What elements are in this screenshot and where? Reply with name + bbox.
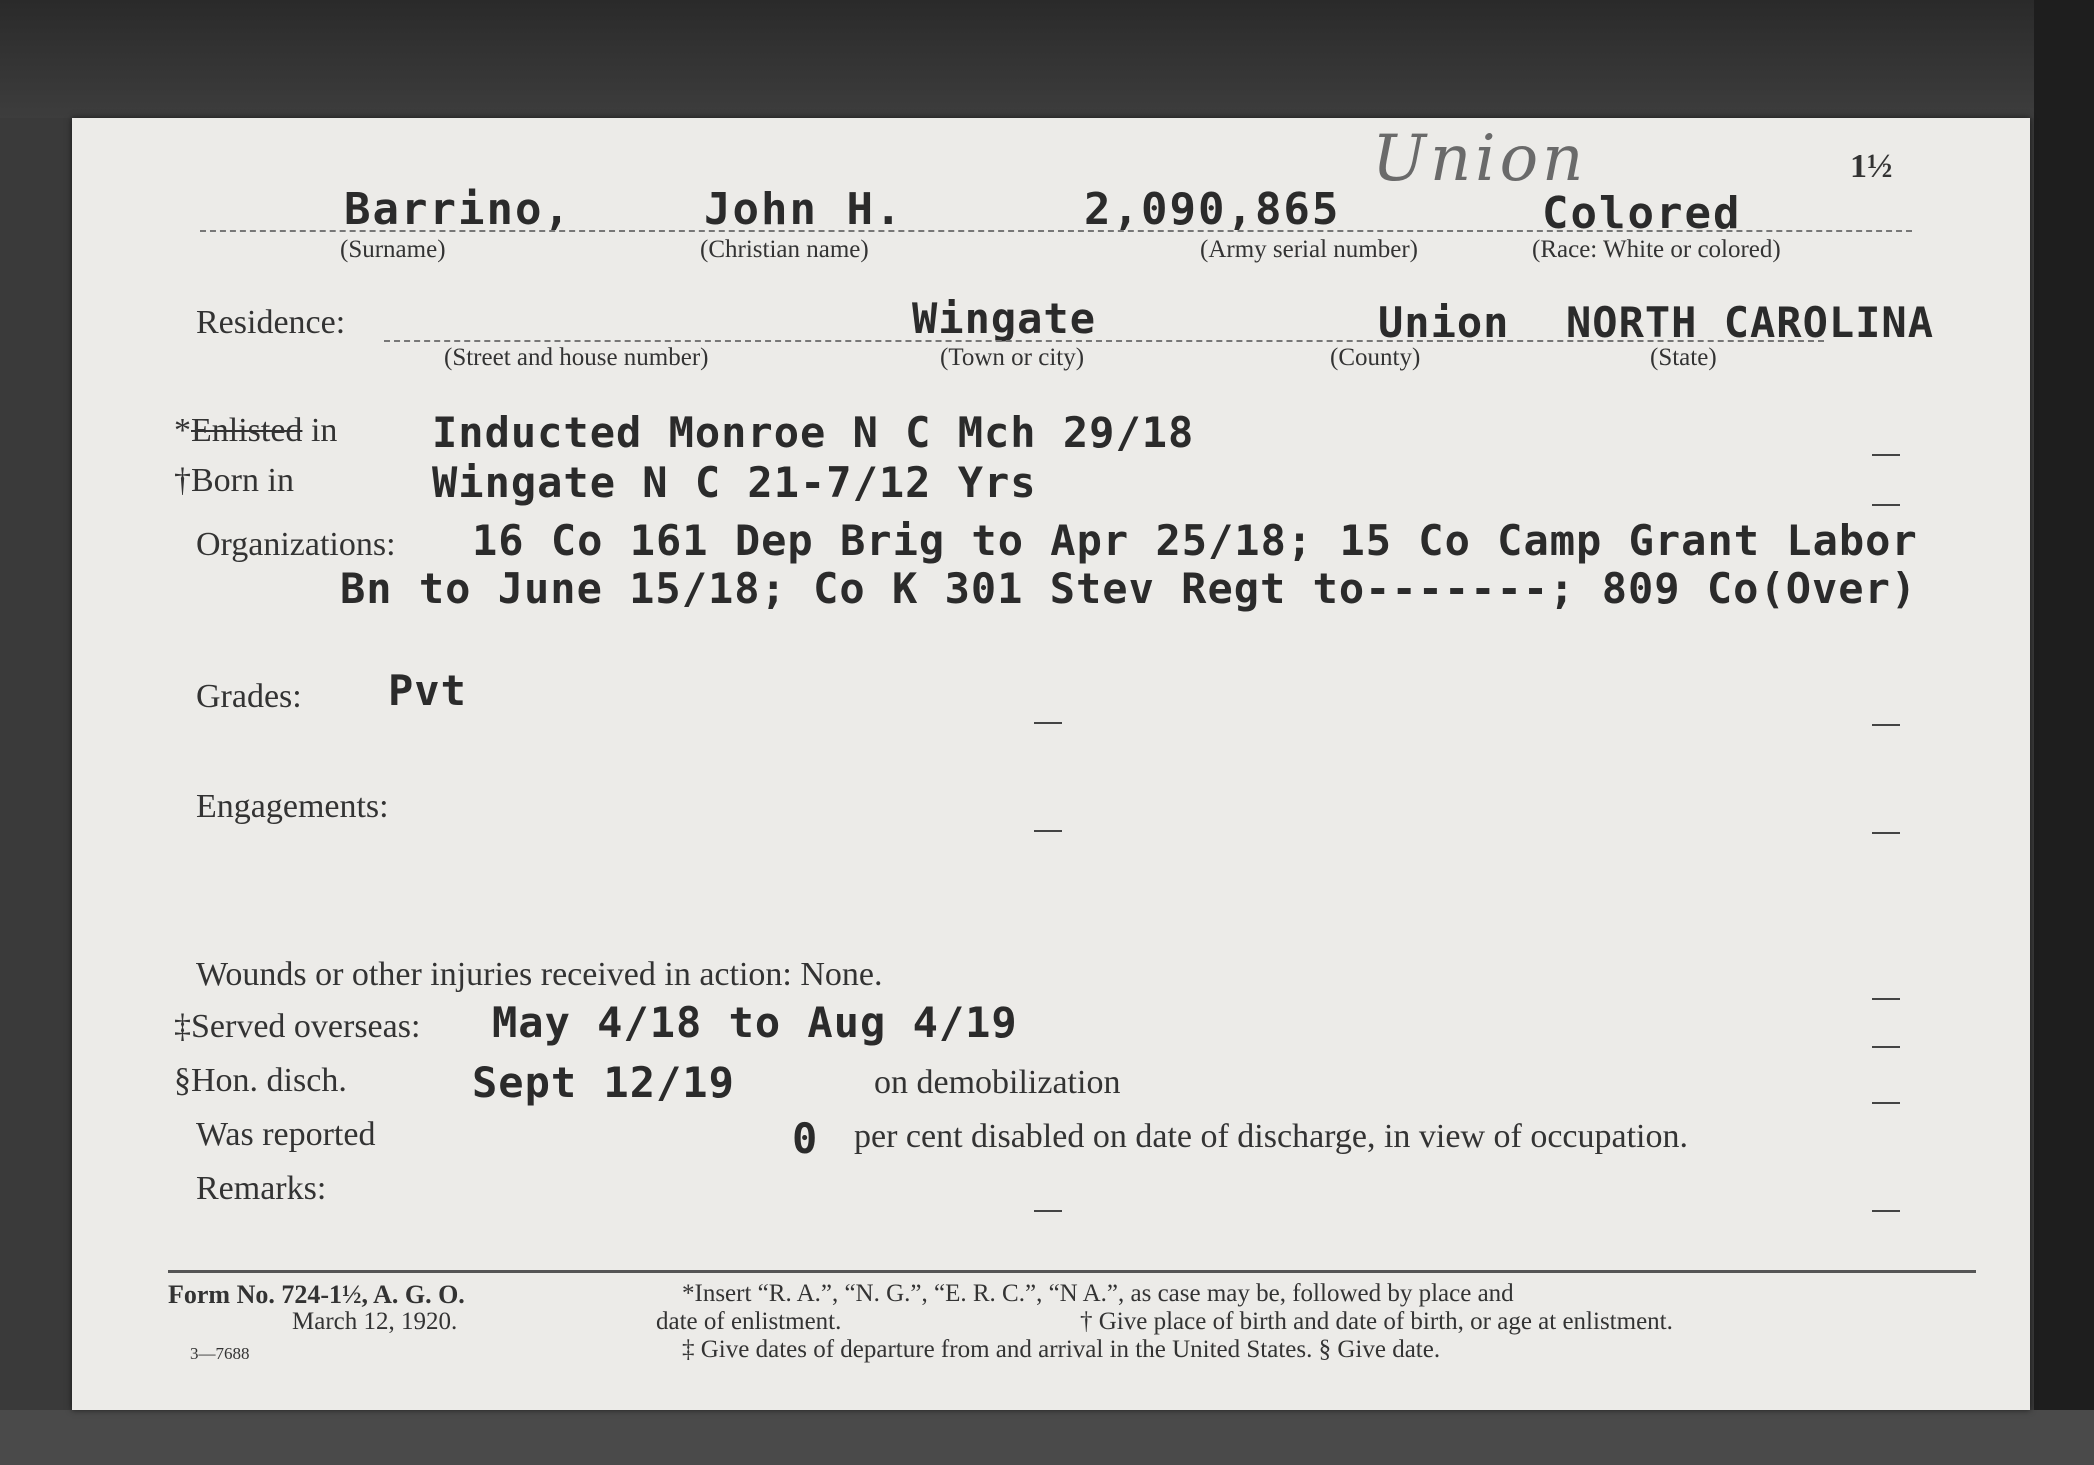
grades-dash-2	[1872, 724, 1900, 726]
residence-state-value: NORTH CAROLINA	[1566, 298, 1935, 347]
overseas-label: ‡Served overseas:	[174, 1008, 421, 1045]
organizations-line-1: 16 Co 161 Dep Brig to Apr 25/18; 15 Co Camp Grant Labor	[472, 516, 1918, 565]
enlisted-suffix: in	[302, 412, 338, 449]
town-caption: (Town or city)	[940, 344, 1085, 371]
form-date: March 12, 1920.	[292, 1308, 458, 1335]
discharge-dash	[1872, 1102, 1900, 1104]
christian-name-caption: (Christian name)	[700, 236, 869, 263]
remarks-dash-1	[1034, 1210, 1062, 1212]
service-record-card	[72, 118, 2030, 1410]
enlisted-struck-word: Enlisted	[191, 412, 303, 449]
race-value: Colored	[1542, 188, 1742, 239]
wounds-label	[196, 956, 883, 994]
enlisted-value: Inducted Monroe N C Mch 29/18	[432, 408, 1195, 457]
residence-line-rule	[384, 340, 1824, 342]
enlisted-dash	[1872, 454, 1900, 456]
discharge-value: Sept 12/19	[472, 1058, 735, 1107]
race-caption: (Race: White or colored)	[1532, 236, 1781, 263]
form-number: Form No. 724-1½, A. G. O.	[168, 1280, 465, 1309]
state-caption: (State)	[1650, 344, 1717, 371]
discharge-label: §Hon. disch.	[174, 1062, 347, 1099]
born-value: Wingate N C 21-7/12 Yrs	[432, 458, 1037, 507]
overseas-dash	[1872, 1046, 1900, 1048]
grades-value: Pvt	[388, 666, 467, 715]
serial-number-value: 2,090,865	[1084, 184, 1341, 235]
county-caption: (County)	[1330, 344, 1421, 371]
remarks-label: Remarks:	[196, 1170, 327, 1207]
print-code: 3—7688	[190, 1344, 250, 1363]
surname-caption: (Surname)	[340, 236, 446, 263]
serial-number-caption: (Army serial number)	[1200, 236, 1418, 263]
handwritten-annotation: Union	[1372, 122, 1588, 196]
engagements-dash-2	[1872, 832, 1900, 834]
grades-label: Grades:	[196, 678, 302, 715]
wounds-value: None.	[800, 956, 883, 993]
christian-name-value: John H.	[704, 184, 904, 235]
scan-right-border	[2034, 0, 2094, 1465]
organizations-label: Organizations:	[196, 526, 396, 563]
grades-dash-1	[1034, 722, 1062, 724]
reported-suffix: per cent disabled on date of discharge, in view of occupation.	[854, 1118, 1688, 1155]
scan-bottom-border	[0, 1410, 2094, 1465]
reported-value: 0	[792, 1114, 819, 1163]
born-label: †Born in	[174, 462, 294, 499]
enlisted-mark: *	[174, 412, 191, 449]
reported-label: Was reported	[196, 1116, 376, 1153]
card-number: 1½	[1850, 148, 1893, 185]
discharge-suffix: on demobilization	[874, 1064, 1121, 1101]
scan-top-border	[0, 0, 2094, 118]
residence-label: Residence:	[196, 304, 346, 341]
wounds-dash	[1872, 998, 1900, 1000]
footer-rule	[168, 1270, 1976, 1273]
street-caption: (Street and house number)	[444, 344, 709, 371]
footnote-line-3: ‡ Give dates of departure from and arrival in the United States. § Give date.	[682, 1336, 1441, 1363]
residence-town-value: Wingate	[912, 294, 1097, 343]
residence-county-value: Union	[1378, 298, 1510, 347]
surname-value: Barrino,	[344, 184, 572, 235]
name-line-rule	[200, 230, 1912, 232]
born-dash	[1872, 504, 1900, 506]
overseas-value: May 4/18 to Aug 4/19	[492, 998, 1018, 1047]
engagements-dash-1	[1034, 830, 1062, 832]
wounds-label-text: Wounds or other injuries received in action:	[196, 956, 792, 993]
footnote-line-2a: date of enlistment.	[656, 1308, 842, 1335]
footnote-line-1: *Insert “R. A.”, “N. G.”, “E. R. C.”, “N A.”, as case may be, followed by place and	[682, 1280, 1514, 1307]
remarks-dash-2	[1872, 1210, 1900, 1212]
engagements-label: Engagements:	[196, 788, 389, 825]
organizations-line-2: Bn to June 15/18; Co K 301 Stev Regt to-------; 809 Co(Over)	[340, 564, 1918, 613]
enlisted-label	[174, 412, 337, 450]
footnote-line-2b: † Give place of birth and date of birth, or age at enlistment.	[1080, 1308, 1673, 1335]
